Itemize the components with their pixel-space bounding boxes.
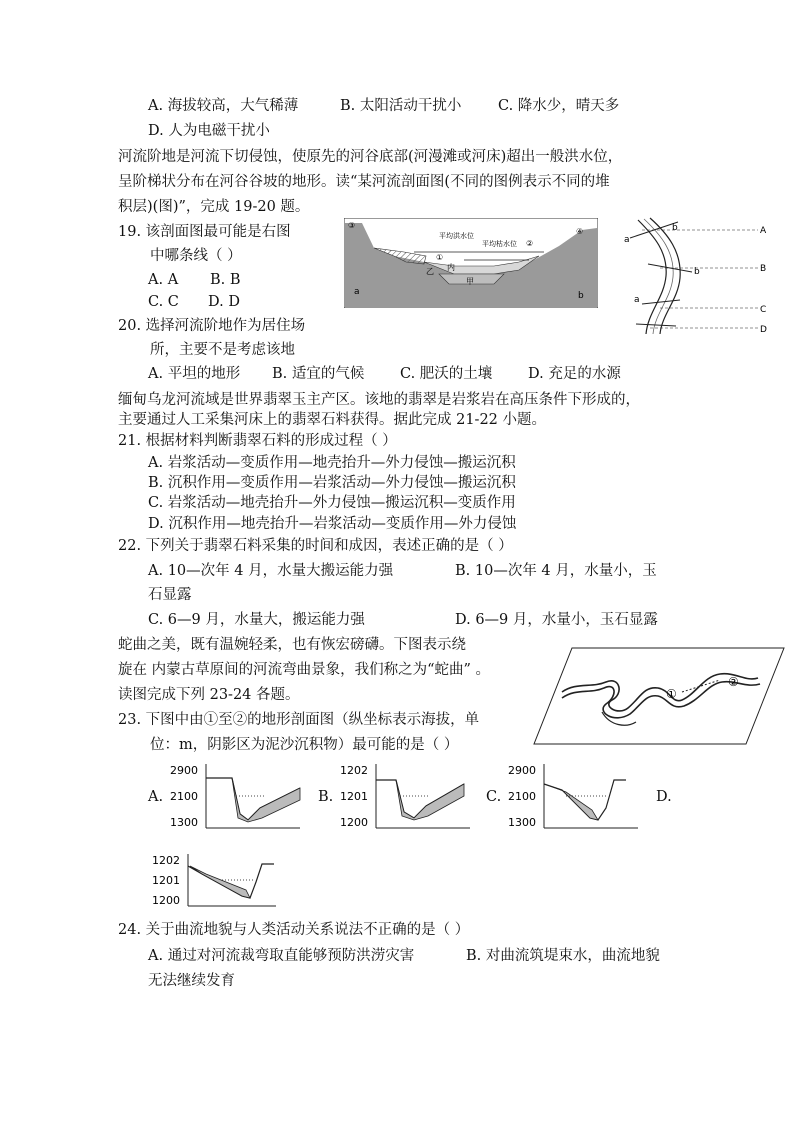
- label-jia: 甲: [466, 277, 474, 286]
- q22-option-c: C. 6—9 月，水量大，搬运能力强: [148, 612, 365, 628]
- bank-a-label: a: [624, 235, 630, 245]
- q24-option-b: B. 对曲流筑堤束水，曲流地貌: [466, 948, 660, 964]
- profile-c-tick-bottom: 1300: [508, 816, 536, 829]
- q23-stem-line2: 位：m，阴影区为泥沙沉积物）最可能的是（ ）: [150, 737, 459, 753]
- intro2-line1: 缅甸乌龙河流域是世界翡翠玉主产区。该地的翡翠是岩浆岩在高压条件下形成的，: [118, 392, 640, 408]
- profile-a-tick-mid: 2100: [170, 790, 198, 803]
- bank-b-label-2: b: [694, 267, 700, 277]
- q20-option-a: A. 平坦的地形: [148, 366, 241, 382]
- profile-a: [168, 762, 302, 832]
- q21-option-d: D. 沉积作用—地壳抬升—岩浆活动—变质作用—外力侵蚀: [148, 516, 517, 532]
- q19-option-d: D. D: [208, 294, 240, 310]
- profile-c-tick-top: 2900: [508, 764, 536, 777]
- bank-a-label-2: a: [634, 295, 640, 305]
- q20-stem-line2: 所，主要不是考虑该地: [150, 342, 295, 358]
- label-yi: 乙: [426, 267, 434, 276]
- q20-option-b: B. 适宜的气候: [272, 366, 365, 382]
- profile-b: [338, 762, 472, 832]
- label-2: ②: [526, 239, 534, 248]
- meander-point-1: ①: [666, 687, 677, 701]
- q19-option-b: B. B: [210, 272, 241, 288]
- line-label-D: D: [760, 325, 767, 335]
- profile-d: [150, 852, 284, 910]
- label-1: ①: [436, 253, 444, 262]
- q21-option-a: A. 岩浆活动—变质作用—地壳抬升—外力侵蚀—搬运沉积: [148, 455, 516, 471]
- bank-b-label: b: [672, 223, 678, 233]
- profile-d-tick-top: 1202: [152, 854, 180, 867]
- q18-option-b: B. 太阳活动干扰小: [340, 98, 462, 114]
- intro1-line1: 河流阶地是河流下切侵蚀，使原先的河谷底部(河漫滩或河床)超出一般洪水位，: [118, 149, 623, 165]
- q22-option-b: B. 10—次年 4 月，水量小，玉: [455, 563, 657, 579]
- q23-label-c: C.: [486, 789, 502, 805]
- q22-option-a: A. 10—次年 4 月，水量大搬运能力强: [148, 563, 394, 579]
- meander-figure: [532, 646, 786, 746]
- q19-option-c: C. C: [148, 294, 179, 310]
- q24-stem: 24. 关于曲流地貌与人类活动关系说法不正确的是（ ）: [118, 922, 470, 938]
- q22-option-d: D. 6—9 月，水量小，玉石显露: [455, 612, 658, 628]
- label-nei: 内: [447, 263, 455, 272]
- q24-option-b-cont: 无法继续发育: [148, 973, 235, 989]
- profile-b-tick-mid: 1201: [340, 790, 368, 803]
- q23-label-d: D.: [656, 789, 672, 805]
- line-label-B: B: [760, 264, 767, 274]
- q23-label-b: B.: [318, 789, 334, 805]
- profile-a-tick-top: 2900: [170, 764, 198, 777]
- intro1-line3: 积层)(图)”，完成 19-20 题。: [118, 199, 310, 215]
- q21-option-b: B. 沉积作用—变质作用—岩浆活动—外力侵蚀—搬运沉积: [148, 475, 516, 491]
- intro2-line2: 主要通过人工采集河床上的翡翠石料获得。据此完成 21-22 小题。: [118, 412, 547, 428]
- profile-d-tick-mid: 1201: [152, 874, 180, 887]
- profile-b-tick-bottom: 1200: [340, 816, 368, 829]
- river-profile-figure: [344, 218, 598, 308]
- profile-c-tick-mid: 2100: [508, 790, 536, 803]
- label-a: a: [354, 287, 360, 297]
- q22-option-b-cont: 石显露: [148, 587, 192, 603]
- q22-stem: 22. 下列关于翡翠石料采集的时间和成因，表述正确的是（ ）: [118, 538, 513, 554]
- intro3-line3: 读图完成下列 23-24 各题。: [118, 687, 300, 703]
- line-label-C: C: [760, 305, 767, 315]
- q18-option-d: D. 人为电磁干扰小: [148, 123, 270, 139]
- line-label-A: A: [760, 226, 767, 236]
- dry-level-label: 平均枯水位: [482, 240, 517, 248]
- q24-option-a: A. 通过对河流裁弯取直能够预防洪涝灾害: [148, 948, 415, 964]
- q19-option-a: A. A: [148, 272, 179, 288]
- river-plan-figure: [620, 216, 770, 336]
- intro1-line2: 呈阶梯状分布在河谷谷坡的地形。读“某河流剖面图(不同的图例表示不同的堆: [118, 174, 610, 190]
- q20-stem-line1: 20. 选择河流阶地作为居住场: [118, 318, 306, 334]
- label-b: b: [578, 291, 584, 301]
- q19-stem-line2: 中哪条线（ ）: [150, 248, 242, 264]
- intro3-line1: 蛇曲之美，既有温婉轻柔，也有恢宏磅礴。下图表示绕: [118, 637, 466, 653]
- profile-d-tick-bottom: 1200: [152, 894, 180, 907]
- q23-stem-line1: 23. 下图中由①至②的地形剖面图（纵坐标表示海拔，单: [118, 712, 480, 728]
- meander-point-2: ②: [728, 675, 739, 689]
- q19-stem-line1: 19. 该剖面图最可能是右图: [118, 224, 291, 240]
- intro3-line2: 旋在 内蒙古草原间的河流弯曲景象，我们称之为“蛇曲” 。: [118, 662, 491, 678]
- q21-option-c: C. 岩浆活动—地壳抬升—外力侵蚀—搬运沉积—变质作用: [148, 495, 516, 511]
- q21-stem: 21. 根据材料判断翡翠石料的形成过程（ ）: [118, 433, 397, 449]
- label-4: ④: [576, 227, 584, 236]
- profile-c: [506, 762, 640, 832]
- q20-option-c: C. 肥沃的土壤: [400, 366, 493, 382]
- label-3: ③: [348, 221, 356, 230]
- q18-option-a: A. 海拔较高，大气稀薄: [148, 98, 299, 114]
- profile-b-tick-top: 1202: [340, 764, 368, 777]
- q18-option-c: C. 降水少，晴天多: [498, 98, 620, 114]
- q23-label-a: A.: [148, 789, 164, 805]
- profile-a-tick-bottom: 1300: [170, 816, 198, 829]
- flood-level-label: 平均洪水位: [439, 232, 474, 240]
- q20-option-d: D. 充足的水源: [528, 366, 621, 382]
